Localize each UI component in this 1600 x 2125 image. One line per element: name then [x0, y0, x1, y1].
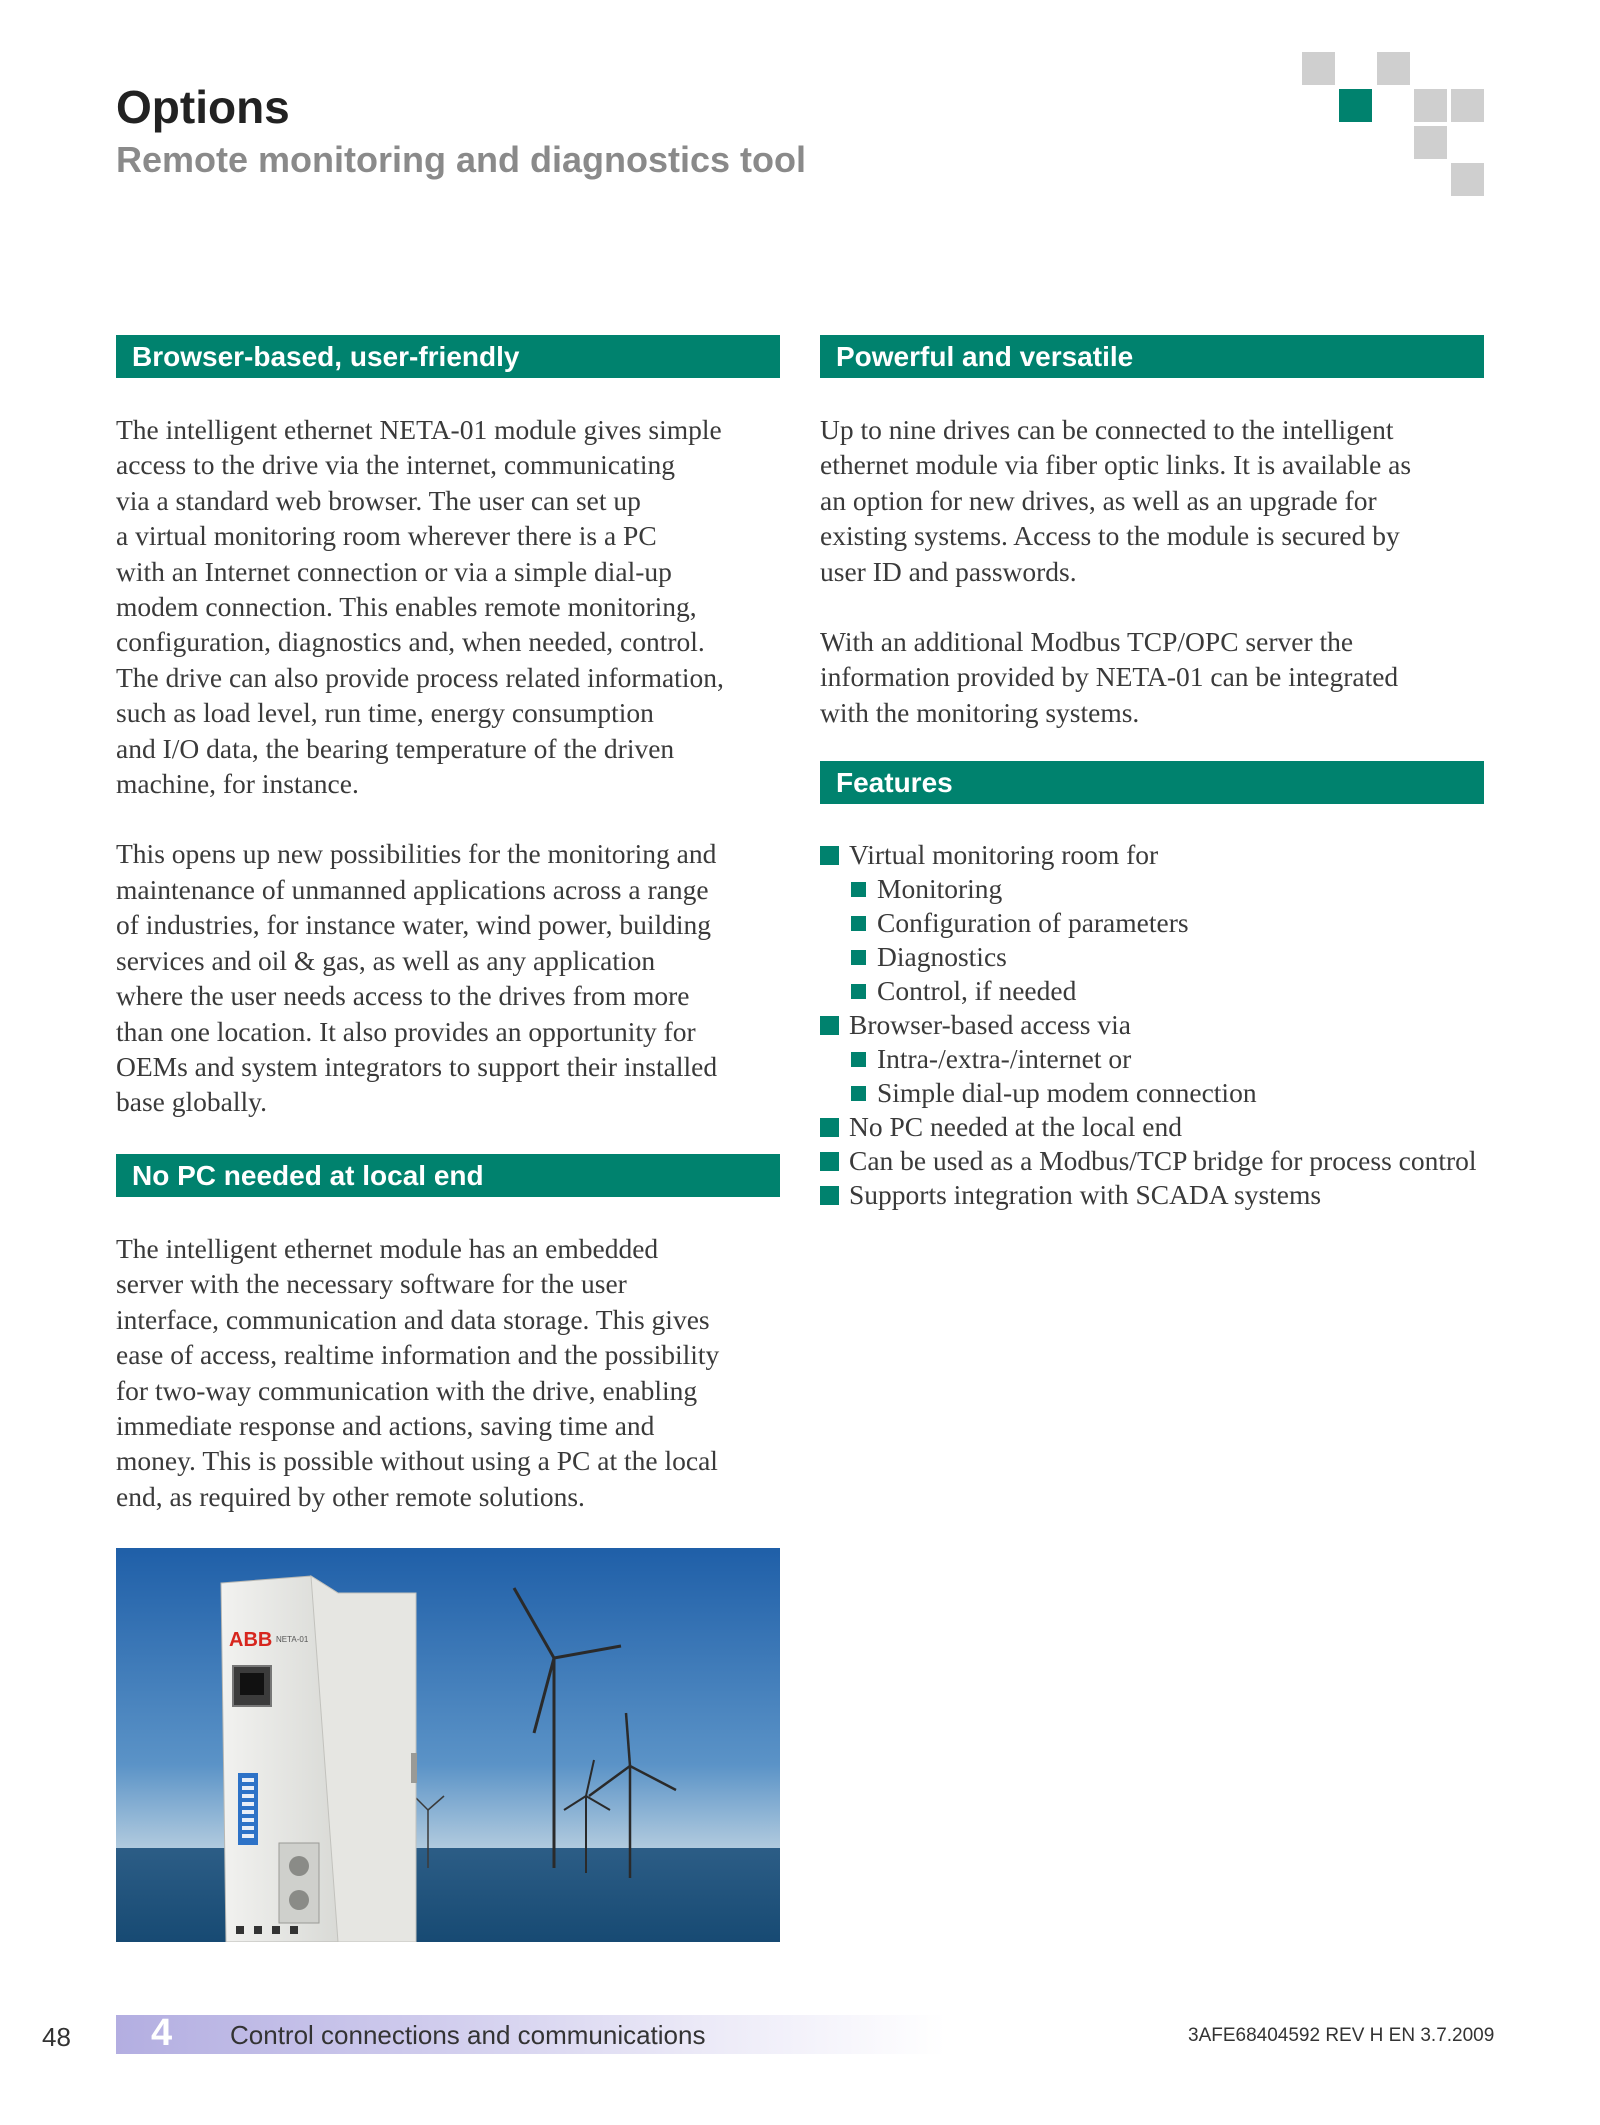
feature-text: Browser-based access via: [849, 1009, 1131, 1040]
text-line: ethernet module via fiber optic links. It is available as: [820, 449, 1412, 481]
section-heading-browser-based: Browser-based, user-friendly: [116, 335, 780, 378]
text-line: end, as required by other remote solutions.: [116, 1480, 585, 1512]
feature-item: [820, 1076, 1484, 1110]
text-line: with an Internet connection or via a simple dial-up: [116, 555, 672, 587]
text-line: than one location. It also provides an opportunity for: [116, 1015, 696, 1047]
text-line: such as load level, run time, energy consumption: [116, 697, 654, 729]
text-line: information provided by NETA-01 can be integrated: [820, 661, 1399, 693]
right-column: [820, 335, 1484, 730]
deco-square: [1302, 52, 1335, 85]
feature-item: [820, 1042, 1484, 1076]
text-line: OEMs and system integrators to support their installed: [116, 1050, 718, 1082]
device-label: NETA-01: [276, 1635, 309, 1644]
feature-text: Simple dial-up modem connection: [877, 1077, 1257, 1108]
text-line: immediate response and actions, saving time and: [116, 1410, 655, 1442]
deco-square: [1377, 52, 1410, 85]
text-line: machine, for instance.: [116, 768, 359, 800]
text-line: maintenance of unmanned applications across a range: [116, 873, 709, 905]
bullet-square-icon: [820, 846, 839, 865]
bullet-square-icon: [851, 1086, 866, 1101]
paragraph-browser-based-2: [116, 836, 780, 1119]
text-line: with the monitoring systems.: [820, 696, 1140, 728]
feature-item: [820, 1008, 1484, 1042]
feature-item: [820, 1178, 1484, 1212]
feature-text: Intra-/extra-/internet or: [877, 1043, 1132, 1074]
features-section: [820, 761, 1484, 1212]
text-line: where the user needs access to the drives from more: [116, 980, 690, 1012]
text-line: base globally.: [116, 1086, 267, 1118]
chapter-number: 4: [151, 2012, 173, 2054]
feature-text: Can be used as a Modbus/TCP bridge for process control: [849, 1145, 1477, 1176]
text-line: a virtual monitoring room wherever there is a PC: [116, 520, 657, 552]
left-column: [116, 335, 780, 1120]
text-line: modem connection. This enables remote monitoring,: [116, 591, 697, 623]
photo-illustration: [116, 1548, 780, 1942]
feature-text: Monitoring: [877, 873, 1003, 904]
bullet-square-icon: [820, 1152, 839, 1171]
text-line: and I/O data, the bearing temperature of the driven: [116, 732, 675, 764]
bullet-square-icon: [851, 950, 866, 965]
text-line: configuration, diagnostics and, when needed, control.: [116, 626, 705, 658]
deco-square: [1414, 126, 1447, 159]
text-line: an option for new drives, as well as an upgrade for: [820, 484, 1377, 516]
text-line: of industries, for instance water, wind power, building: [116, 909, 712, 941]
neta-module-device: [221, 1576, 417, 1942]
text-line: Up to nine drives can be connected to the intelligent: [820, 414, 1394, 445]
paragraph-browser-based-1: [116, 412, 780, 801]
feature-text: No PC needed at the local end: [849, 1111, 1182, 1142]
text-line: ease of access, realtime information and the possibility: [116, 1339, 720, 1371]
text-line: via a standard web browser. The user can set up: [116, 484, 641, 516]
bullet-square-icon: [851, 882, 866, 897]
bullet-square-icon: [820, 1186, 839, 1205]
feature-item: [820, 940, 1484, 974]
feature-item: [820, 872, 1484, 906]
document-code: 3AFE68404592 REV H EN 3.7.2009: [1188, 2025, 1495, 2046]
section-heading-no-pc: No PC needed at local end: [116, 1154, 780, 1197]
text-line: With an additional Modbus TCP/OPC server the: [820, 626, 1354, 658]
features-list: [820, 838, 1484, 1212]
feature-item: [820, 1144, 1484, 1178]
page-number: 48: [42, 2022, 71, 2052]
feature-text: Supports integration with SCADA systems: [849, 1179, 1322, 1210]
text-line: interface, communication and data storage. This gives: [116, 1303, 710, 1335]
text-line: money. This is possible without using a PC at the local: [116, 1445, 718, 1477]
paragraph-no-pc: [116, 1231, 780, 1514]
text-line: This opens up new possibilities for the monitoring and: [116, 838, 717, 870]
text-line: The drive can also provide process related information,: [116, 661, 724, 693]
text-line: user ID and passwords.: [820, 555, 1077, 587]
section-heading-powerful: Powerful and versatile: [820, 335, 1484, 378]
feature-item: [820, 974, 1484, 1008]
feature-text: Configuration of parameters: [877, 907, 1189, 938]
feature-item: [820, 906, 1484, 940]
page-title: Options: [116, 81, 290, 133]
bullet-square-icon: [820, 1118, 839, 1137]
deco-square-accent: [1339, 89, 1372, 122]
fiber-connector-icon: [289, 1856, 309, 1876]
feature-text: Control, if needed: [877, 975, 1077, 1006]
deco-square: [1451, 163, 1484, 196]
text-line: for two-way communication with the drive, enabling: [116, 1374, 698, 1406]
product-photo: [116, 1548, 780, 1942]
bullet-square-icon: [820, 1016, 839, 1035]
bullet-square-icon: [851, 916, 866, 931]
left-column-section2: [116, 1154, 780, 1514]
feature-text: Virtual monitoring room for: [849, 839, 1159, 870]
feature-item: [820, 838, 1484, 872]
text-line: existing systems. Access to the module is secured by: [820, 520, 1400, 552]
text-line: access to the drive via the internet, communicating: [116, 449, 675, 481]
text-line: The intelligent ethernet NETA-01 module gives simple: [116, 414, 722, 445]
feature-item: [820, 1110, 1484, 1144]
feature-text: Diagnostics: [877, 941, 1007, 972]
bullet-square-icon: [851, 1052, 866, 1067]
fiber-connector-icon: [289, 1890, 309, 1910]
text-line: services and oil & gas, as well as any application: [116, 944, 656, 976]
chapter-title: Control connections and communications: [230, 2020, 706, 2050]
text-line: The intelligent ethernet module has an embedded: [116, 1233, 659, 1264]
deco-square: [1414, 89, 1447, 122]
page-subtitle: Remote monitoring and diagnostics tool: [116, 139, 807, 180]
text-line: server with the necessary software for the user: [116, 1268, 627, 1300]
abb-logo: ABB: [229, 1629, 273, 1651]
bullet-square-icon: [851, 984, 866, 999]
section-heading-features: Features: [820, 761, 1484, 804]
paragraph-powerful-2: [820, 624, 1484, 730]
deco-square: [1451, 89, 1484, 122]
paragraph-powerful-1: [820, 412, 1484, 589]
